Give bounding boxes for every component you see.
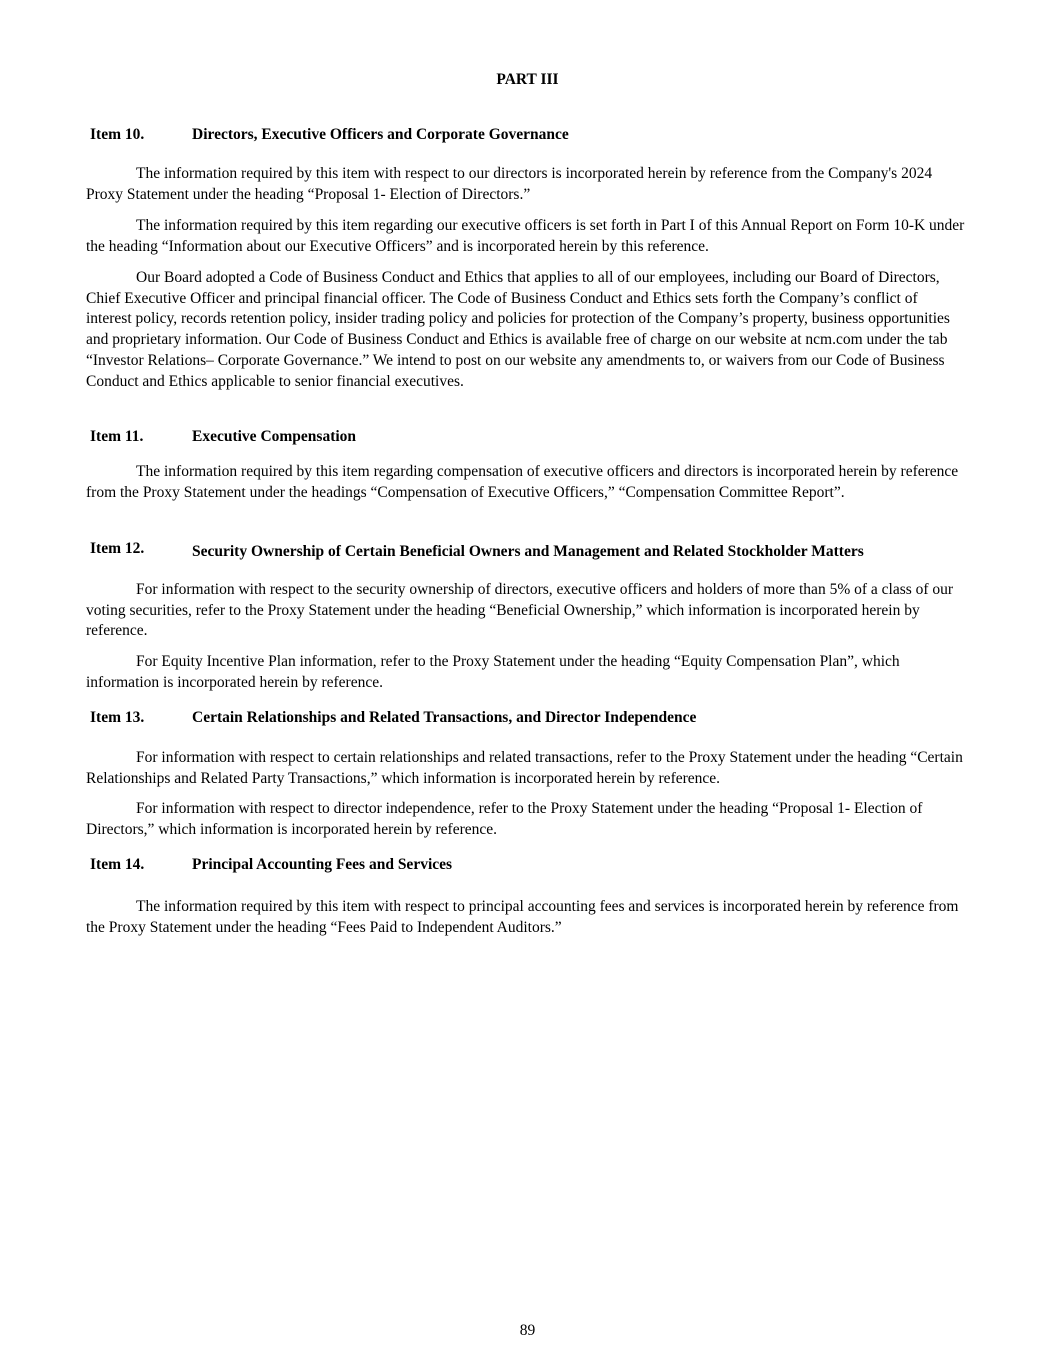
item-number: Item 13.: [90, 709, 145, 726]
item-12-heading: [90, 540, 864, 558]
paragraph: The information required by this item with respect to our directors is incorporated herein by reference from the Company's 2024 Proxy Statement under the heading “Proposal 1- Election of Directors.”: [86, 165, 933, 203]
item-number: Item 11.: [90, 428, 144, 445]
paragraph: The information required by this item regarding our executive officers is set forth in Part I of this Annual Report on Form 10-K under the heading “Information about our Executive Officers” and is incorporated herein by this reference.: [86, 217, 965, 255]
item-10-heading: [90, 126, 569, 144]
paragraph: For information with respect to the security ownership of directors, executive officers and holders of more than 5% of a class of our voting securities, refer to the Proxy Statement under the heading “Beneficial Ownership,” which information is incorporated herein by reference.: [86, 581, 954, 640]
paragraph: For Equity Incentive Plan information, refer to the Proxy Statement under the heading “Equity Compensation Plan”, which information is incorporated herein by reference.: [86, 653, 900, 691]
page-number: 89: [519, 1322, 536, 1339]
item-title: Security Ownership of Certain Beneficial Owners and Management and Related Stockholder Matters: [192, 543, 864, 560]
paragraph: The information required by this item regarding compensation of executive officers and directors is incorporated herein by reference from the Proxy Statement under the headings “Compensation of Executive Officers,” “Compensation Committee Report”.: [86, 463, 959, 501]
paragraph: Our Board adopted a Code of Business Conduct and Ethics that applies to all of our employees, including our Board of Directors, Chief Executive Officer and principal financial officer. The Code of Business Conduct and Ethics sets forth the Company’s conflict of interest policy, records retention policy, insider trading policy and policies for protection of the Company’s property, business opportunities and proprietary information. Our Code of Business Conduct and Ethics is available free of charge on our website at ncm.com under the tab “Investor Relations– Corporate Governance.” We intend to post on our website any amendments to, or waivers from our Code of Business Conduct and Ethics applicable to senior financial executives.: [86, 269, 950, 390]
item-title: Certain Relationships and Related Transactions, and Director Independence: [192, 709, 697, 726]
item-14-heading: [90, 856, 452, 874]
item-13-heading: [90, 709, 696, 727]
item-title: Executive Compensation: [192, 428, 357, 445]
item-11-heading: [90, 428, 356, 446]
item-title: Principal Accounting Fees and Services: [192, 856, 453, 873]
paragraph: The information required by this item with respect to principal accounting fees and services is incorporated herein by reference from the Proxy Statement under the heading “Fees Paid to Independent Auditors.”: [86, 898, 959, 936]
item-number: Item 12.: [90, 540, 145, 557]
item-number: Item 14.: [90, 856, 145, 873]
part-title: PART III: [496, 71, 559, 88]
paragraph: For information with respect to certain relationships and related transactions, refer to the Proxy Statement under the heading “Certain Relationships and Related Party Transactions,” which information is incorporated herein by reference.: [86, 749, 963, 787]
paragraph: For information with respect to director independence, refer to the Proxy Statement under the heading “Proposal 1- Election of Directors,” which information is incorporated herein by reference.: [86, 800, 923, 838]
item-title: Directors, Executive Officers and Corporate Governance: [192, 126, 569, 143]
item-number: Item 10.: [90, 126, 145, 143]
